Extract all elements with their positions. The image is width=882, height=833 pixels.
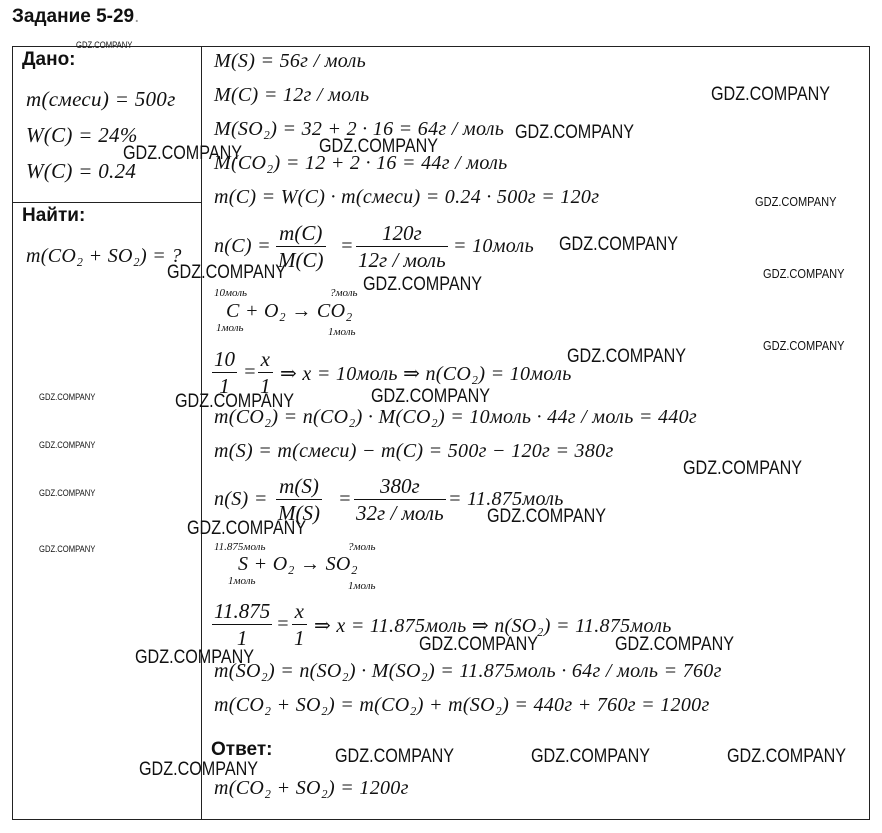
fraction-denominator: 1 (219, 374, 230, 398)
watermark: GDZ.COMPANY (567, 346, 687, 367)
watermark: GDZ.COMPANY (135, 647, 255, 668)
watermark: GDZ.COMPANY (755, 194, 837, 209)
watermark: GDZ.COMPANY (39, 544, 96, 554)
watermark: GDZ.COMPANY (175, 391, 295, 412)
moles-c-fraction-numeric (356, 220, 448, 273)
molar-mass-co2: M(CO₂) = 12 + 2 · 16 = 44г / моль (214, 152, 508, 174)
given-mass-mixture: m(смеси) = 500г (26, 87, 176, 111)
given-carbon-percent: W(C) = 24% (26, 123, 138, 147)
proportion1-result: ⇒ x = 10моль ⇒ n(CO₂) = 10моль (280, 363, 572, 385)
watermark: GDZ.COMPANY (615, 634, 735, 655)
fraction-denominator: 32г / моль (356, 501, 444, 525)
watermark: GDZ.COMPANY (727, 746, 847, 767)
watermark: GDZ.COMPANY (363, 274, 483, 295)
equals-sign: = (276, 613, 290, 635)
mass-sum: m(CO₂ + SO₂) = m(CO₂) + m(SO₂) = 440г + 760г = 1200г (214, 694, 710, 716)
reaction2-equation: S + O₂ → SO₂ (238, 553, 358, 575)
answer-value: m(CO₂ + SO₂) = 1200г (214, 777, 409, 799)
fraction-denominator: 1 (294, 626, 305, 650)
moles-c-lhs: n(C) = (214, 235, 271, 257)
fraction-numerator: x (292, 598, 307, 625)
mass-carbon: m(C) = W(C) · m(смеси) = 0.24 · 500г = 120г (214, 186, 600, 208)
reaction1-coef-right: 1моль (328, 326, 356, 338)
molar-mass-c: M(C) = 12г / моль (214, 84, 370, 106)
watermark: GDZ.COMPANY (39, 392, 96, 402)
equals-sign: = (338, 488, 352, 510)
reaction2-coef-right: 1моль (348, 580, 376, 592)
proportion2-right-fraction (292, 598, 307, 651)
watermark: GDZ.COMPANY (319, 136, 439, 157)
task-title: Задание 5-29. (12, 6, 140, 27)
molar-mass-so2: M(SO₂) = 32 + 2 · 16 = 64г / моль (214, 118, 505, 140)
moles-s-result: = 11.875моль (448, 488, 564, 510)
fraction-denominator: M(C) (278, 248, 324, 272)
watermark: GDZ.COMPANY (123, 143, 243, 164)
moles-s-fraction-numeric (354, 473, 446, 526)
watermark: GDZ.COMPANY (371, 386, 491, 407)
fraction-denominator: M(S) (278, 501, 320, 525)
given-carbon-fraction: W(C) = 0.24 (26, 159, 137, 183)
watermark: GDZ.COMPANY (711, 84, 831, 105)
fraction-denominator: 1 (260, 374, 271, 398)
fraction-numerator: m(S) (276, 473, 322, 500)
reaction2-coef-left: 1моль (228, 575, 256, 587)
given-find-divider (12, 202, 202, 203)
fraction-denominator: 12г / моль (358, 248, 446, 272)
watermark: GDZ.COMPANY (167, 262, 287, 283)
watermark: GDZ.COMPANY (39, 440, 96, 450)
mass-so2: m(SO₂) = n(SO₂) · M(SO₂) = 11.875моль · 64г / моль = 760г (214, 660, 722, 682)
watermark: GDZ.COMPANY (763, 266, 845, 281)
watermark: GDZ.COMPANY (419, 634, 539, 655)
watermark: GDZ.COMPANY (39, 488, 96, 498)
watermark: GDZ.COMPANY (76, 40, 133, 50)
find-label: Найти: (22, 205, 86, 226)
watermark: GDZ.COMPANY (763, 338, 845, 353)
watermark: GDZ.COMPANY (187, 518, 307, 539)
reaction1-given-moles: 10моль (214, 287, 248, 299)
reaction1-unknown-moles: ?моль (330, 287, 358, 299)
fraction-numerator: 120г (356, 220, 448, 247)
mass-co2: m(CO₂) = n(CO₂) · M(CO₂) = 10моль · 44г / моль = 440г (214, 406, 697, 428)
proportion2-left-fraction (212, 598, 272, 651)
watermark: GDZ.COMPANY (683, 458, 803, 479)
molar-mass-s: M(S) = 56г / моль (214, 50, 367, 72)
fraction-numerator: x (258, 346, 273, 373)
proportion2-result: ⇒ x = 11.875моль ⇒ n(SO₂) = 11.875моль (314, 615, 672, 637)
reaction1-coef-left: 1моль (216, 322, 244, 334)
watermark: GDZ.COMPANY (559, 234, 679, 255)
watermark: GDZ.COMPANY (335, 746, 455, 767)
reaction2-unknown-moles: ?моль (348, 541, 376, 553)
equals-sign: = (340, 235, 354, 257)
mass-sulfur: m(S) = m(смеси) − m(C) = 500г − 120г = 380г (214, 440, 614, 462)
fraction-numerator: m(C) (276, 220, 326, 247)
fraction-numerator: 11.875 (214, 599, 271, 623)
answer-label: Ответ: (211, 739, 273, 760)
moles-c-result: = 10моль (453, 235, 534, 257)
equals-sign: = (243, 361, 257, 383)
given-label: Дано: (22, 49, 76, 70)
find-value: m(CO₂ + SO₂) = ? (26, 245, 182, 267)
reaction1-equation: C + O₂ → CO₂ (226, 300, 353, 322)
fraction-denominator: 1 (236, 626, 248, 650)
watermark: GDZ.COMPANY (487, 506, 607, 527)
watermark: GDZ.COMPANY (515, 122, 635, 143)
moles-s-lhs: n(S) = (214, 488, 268, 510)
watermark: GDZ.COMPANY (139, 759, 259, 780)
fraction-numerator: 380г (354, 473, 446, 500)
reaction2-given-moles: 11.875моль (214, 541, 266, 553)
watermark: GDZ.COMPANY (531, 746, 651, 767)
fraction-numerator: 10 (214, 347, 235, 371)
